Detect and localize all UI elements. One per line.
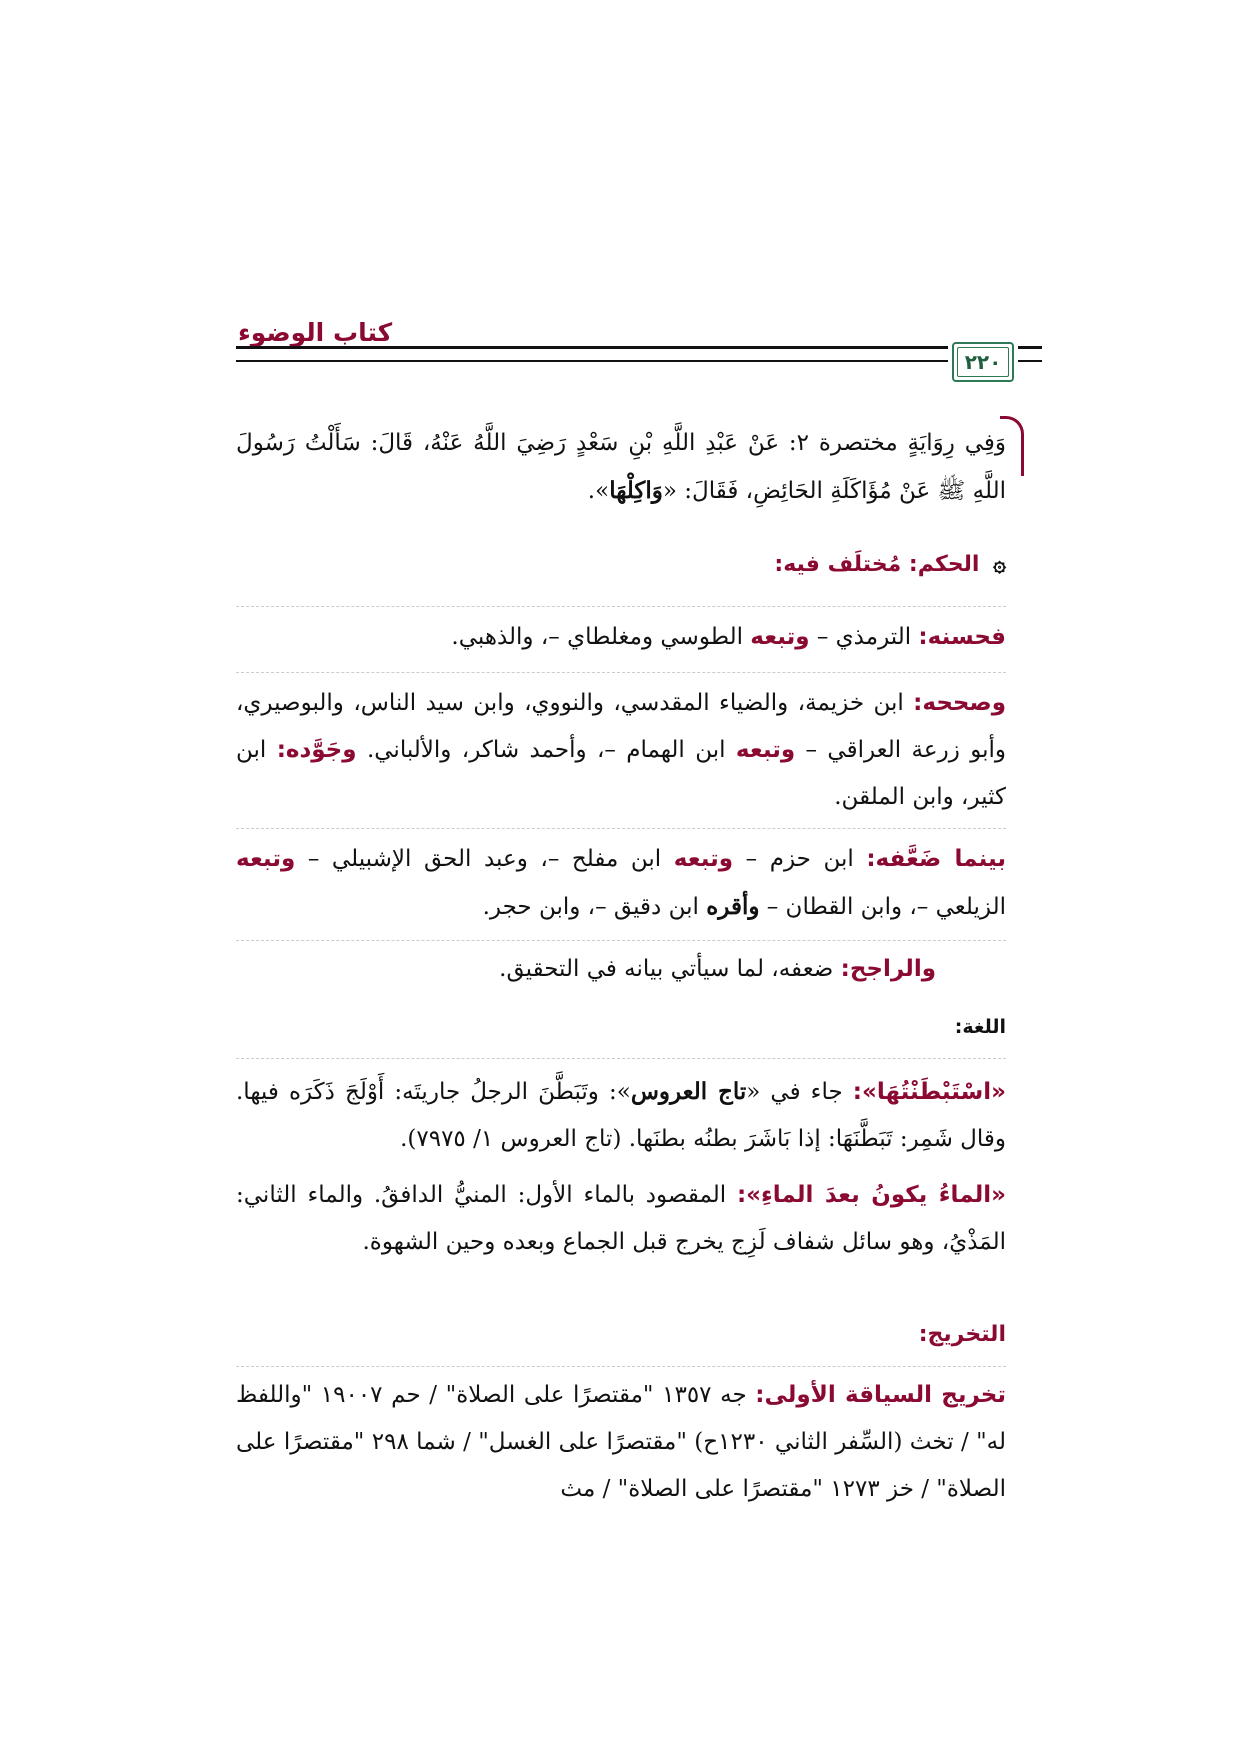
language-term-1: «اسْتَبْطَنْتُهَا»: [852, 1079, 1006, 1105]
language-block-1 [236, 1068, 1006, 1163]
section-divider [236, 1366, 1006, 1367]
grading-daif-paragraph [236, 836, 1006, 931]
narration-line-2-suffix: ». [587, 478, 610, 504]
narration-line-2-prefix: رَسُولَ اللَّهِ ﷺ عَنْ مُؤَاكَلَةِ الحَائِضِ، فَقَالَ: « [236, 430, 1006, 504]
takhrij-heading-block [236, 1322, 1006, 1347]
daif-text-2: ابن مفلح –، وعبد الحق الإشبيلي – [295, 846, 674, 872]
page-number: ٢٢٠ [964, 350, 1002, 374]
daif-aqarrahu: وأقره [706, 893, 760, 920]
language-paragraph-1 [236, 1068, 1006, 1163]
jawwad-text: ابن كثير، وابن الملقن. [236, 737, 1006, 810]
daif-follow-2: وتبعه [236, 846, 296, 872]
language-text-1a: جاء في « [746, 1079, 853, 1105]
daif-text-1: ابن حزم – [733, 846, 867, 872]
section-divider [236, 940, 1006, 941]
language-heading-block [236, 1016, 1006, 1038]
takhrij-text: جه ١٣٥٧ "مقتصرًا على الصلاة" / حم ١٩٠٠٧ "واللفظ له" / تخث (السِّفر الثاني ١٢٣٠ح) "مقتصرًا على الغسل" / شما ٢٩٨ "مقتصرًا على الصلاة" / خز ١٢٧٣ "مقتصرًا على الصلاة" / مث [236, 1382, 1007, 1502]
header-rule-right-bottom [1018, 360, 1042, 362]
ruling-label: الحكم: [908, 552, 980, 577]
takhrij-label: تخريج السياقة الأولى: [755, 1382, 1006, 1408]
language-paragraph-2 [236, 1172, 1006, 1266]
ruling-heading [236, 552, 1006, 577]
language-term-2: «الماءُ يكونُ بعدَ الماءِ»: [736, 1182, 1006, 1208]
sahih-text-1: ابن خزيمة، والضياء المقدسي، والنووي، وابن سيد الناس، والبوصيري، وأبو زرعة العراقي – [236, 690, 1006, 763]
flower-ornament-icon: ۞ [993, 552, 1006, 577]
daif-follow-1: وتبعه [673, 846, 734, 872]
language-text-2: المقصود بالماء الأول: المنيُّ الدافقُ. والماء الثاني: المَذْيُ، وهو سائل شفاف لَزِج يخرج قبل الجماع وبعده وحين الشهوة. [236, 1182, 1006, 1255]
sahih-label: وصححه: [913, 690, 1006, 716]
narration-hadith-word: وَاكِلْهَا [609, 477, 663, 504]
grading-hassan-block [236, 614, 1006, 661]
narration-line-1: وَفِي رِوَايَةٍ مختصرة ٢: عَنْ عَبْدِ اللَّهِ بْنِ سَعْدٍ رَضِيَ اللَّهُ عَنْهُ، قَالَ: سَأَلْتُ [304, 430, 1006, 456]
ruling-value: مُختلَف فيه: [774, 552, 902, 577]
hassan-text-1: الترمذي – [809, 624, 919, 650]
section-divider [236, 672, 1006, 673]
language-heading: اللغة: [954, 1016, 1006, 1038]
rajih-block [236, 946, 936, 993]
takhrij-paragraph [236, 1372, 1006, 1513]
ruling-block [236, 552, 1006, 577]
jawwad-label: وجَوَّده: [276, 737, 357, 763]
page-number-frame [952, 342, 1014, 382]
header-rule-right-top [1018, 346, 1042, 349]
takhrij-heading: التخريج: [918, 1322, 1006, 1347]
section-divider [236, 1058, 1006, 1059]
language-source: تاج العروس [630, 1078, 747, 1105]
rajih-text: ضعفه، لما سيأتي بيانه في التحقيق. [499, 956, 841, 982]
language-text-1b: »: وتَبَطَّنَ الرجلُ جاريتَه: أَوْلَجَ ذَكَرَه فيها. وقال شَمِر: تَبَطَّنَهَا: إذا بَاشَرَ بطنُه بطنَها. (تاج العروس ١/ ٧٩٧٥). [236, 1079, 1006, 1152]
hassan-follow: وتبعه [750, 624, 810, 650]
rajih-label: والراجح: [840, 956, 936, 982]
grading-sahih-block [236, 680, 1006, 821]
rajih-paragraph [236, 946, 936, 993]
header-rule-top [236, 346, 948, 349]
sahih-text-2: ابن الهمام –، وأحمد شاكر، والألباني. [356, 737, 736, 763]
section-divider [236, 606, 1006, 607]
daif-text-3: الزيلعي –، وابن القطان – [759, 894, 1006, 920]
grading-hassan-paragraph [236, 614, 1006, 661]
header-rule-bottom [236, 360, 948, 362]
narration-paragraph [236, 420, 1006, 515]
language-block-2 [236, 1172, 1006, 1266]
sahih-follow: وتبعه [735, 737, 796, 763]
section-divider [236, 828, 1006, 829]
takhrij-block [236, 1372, 1006, 1513]
narration-block [236, 420, 1006, 515]
running-title: كتاب الوضوء [238, 318, 393, 347]
grading-daif-block [236, 836, 1006, 931]
hassan-label: فحسنه: [918, 624, 1006, 650]
grading-sahih-paragraph [236, 680, 1006, 821]
daif-text-4: ابن دقيق –، وابن حجر. [482, 894, 707, 920]
hassan-text-2: الطوسي ومغلطاي –، والذهبي. [451, 624, 751, 650]
daif-label: بينما ضَعَّفه: [866, 846, 1006, 872]
